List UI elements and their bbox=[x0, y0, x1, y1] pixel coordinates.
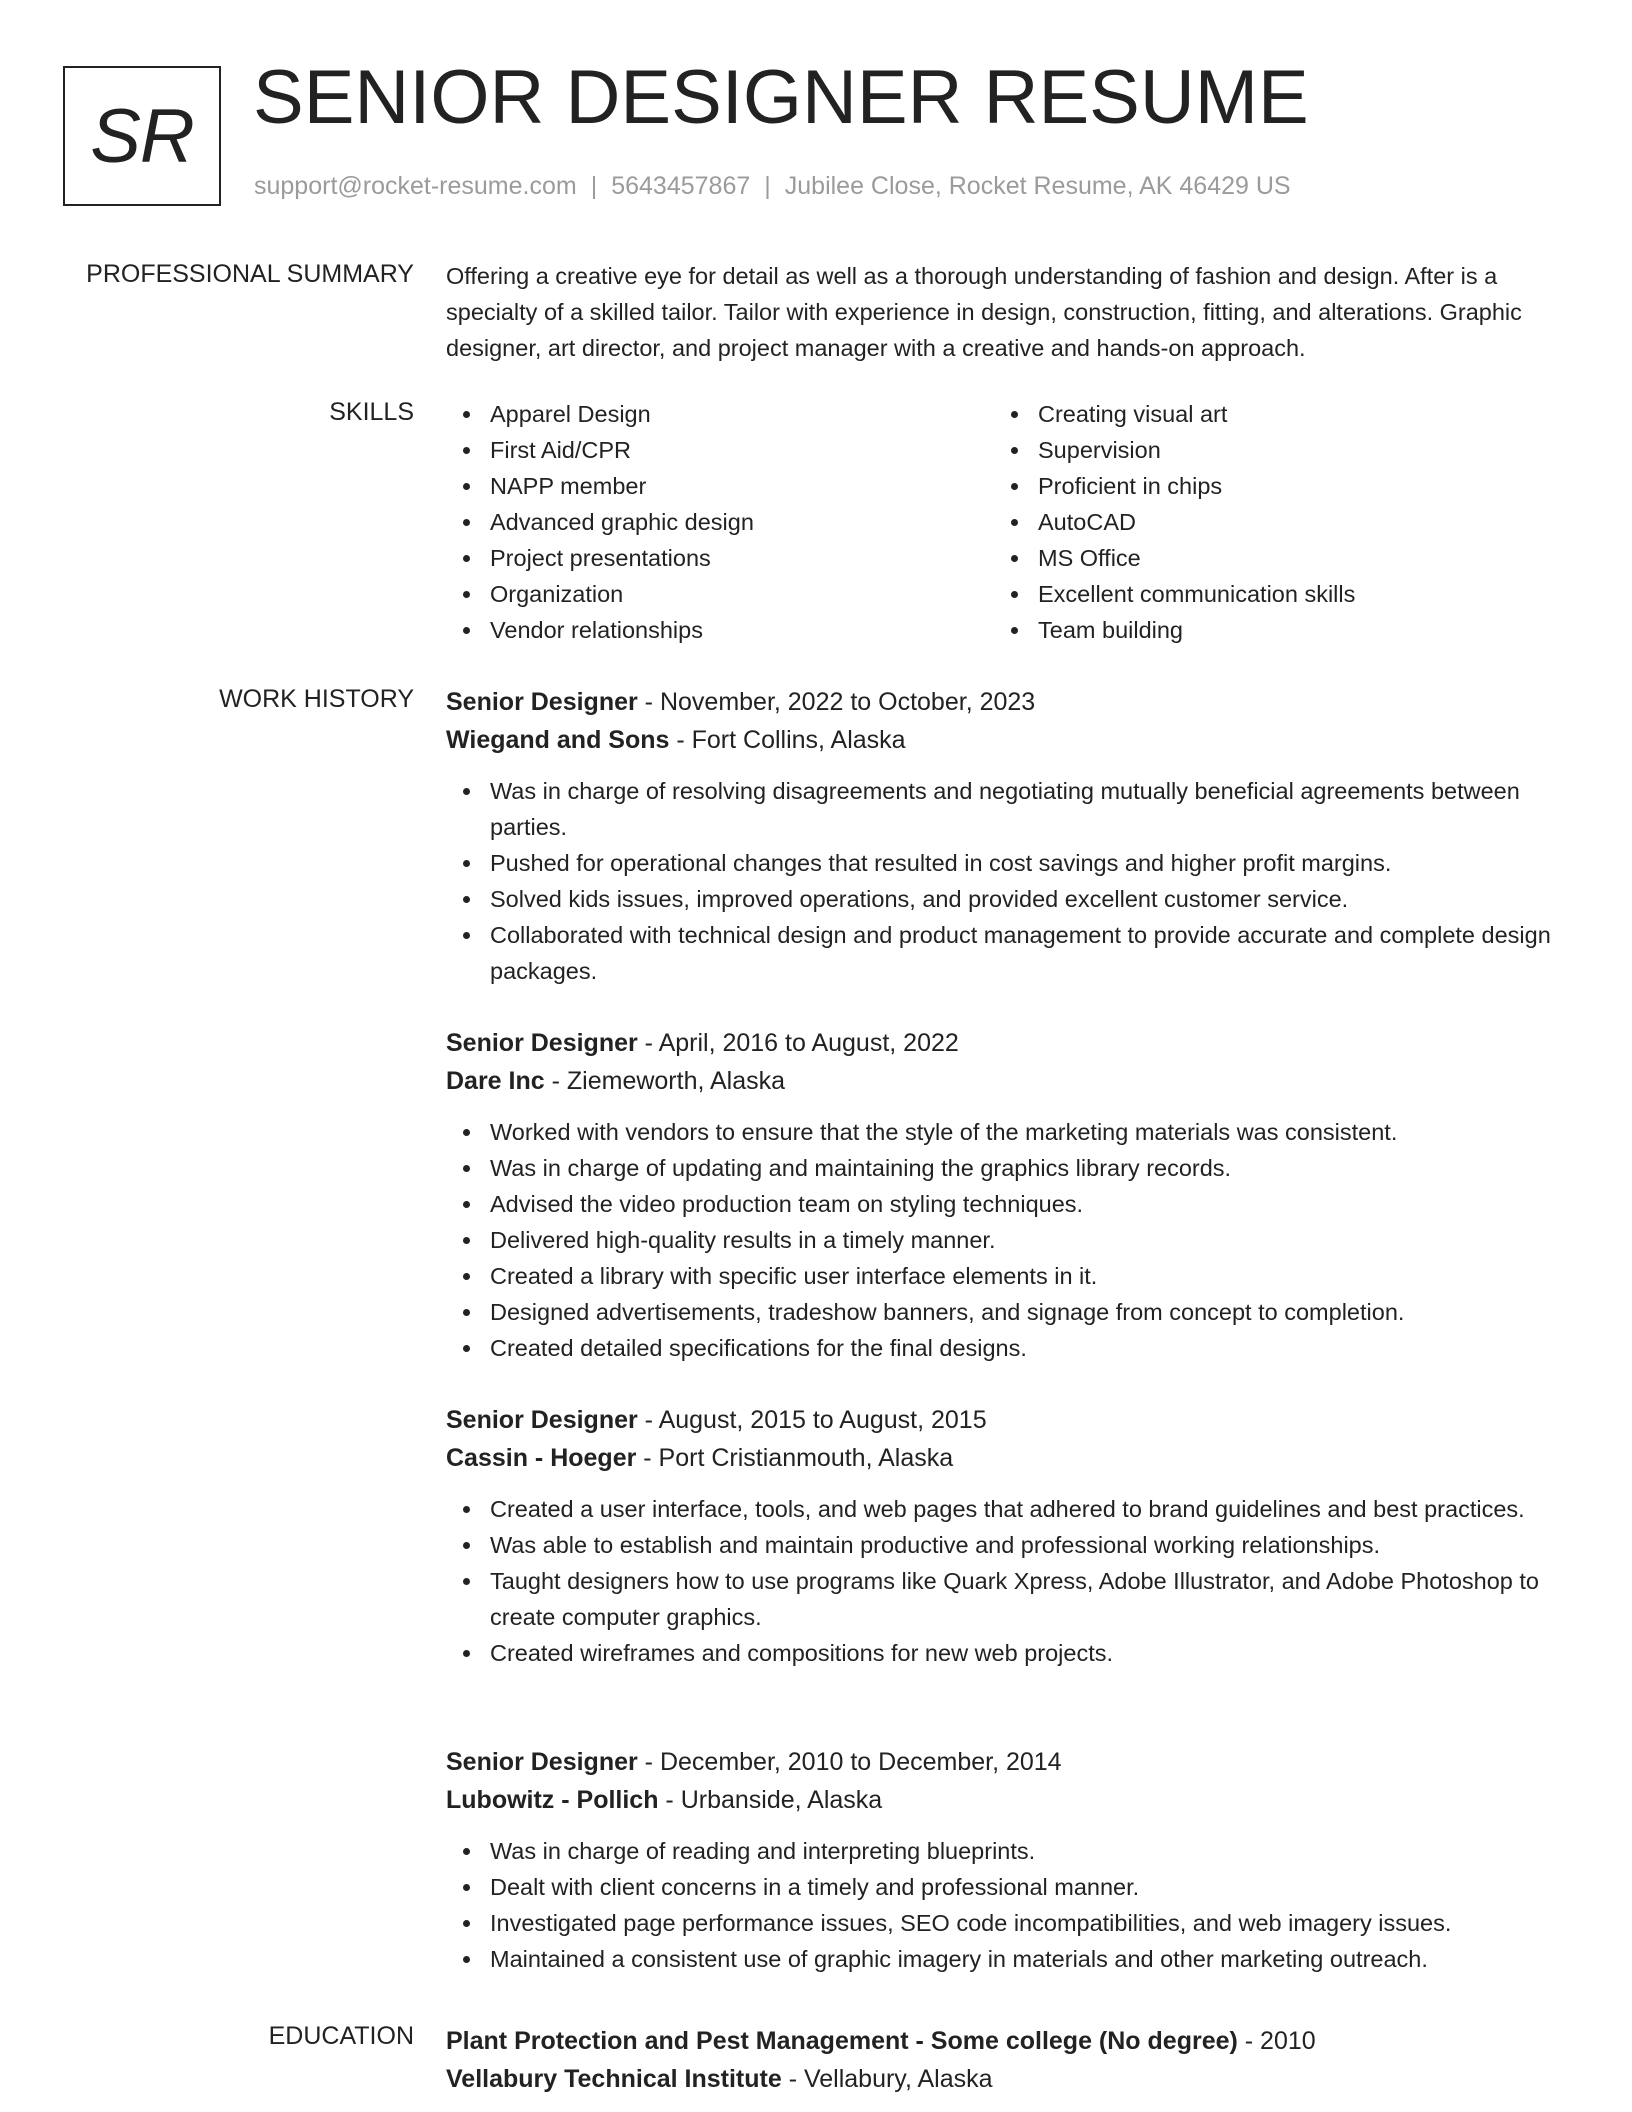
job-title: Senior Designer bbox=[446, 688, 638, 716]
work-history-heading: WORK HISTORY bbox=[219, 685, 414, 713]
job-bullet: Created detailed specifications for the final designs. bbox=[490, 1330, 1566, 1366]
skill-item: Team building bbox=[1038, 612, 1542, 648]
resume-title: SENIOR DESIGNER RESUME bbox=[253, 55, 1309, 140]
monogram-box bbox=[63, 66, 221, 206]
job-bullet: Designed advertisements, tradeshow banners, and signage from concept to completion. bbox=[490, 1294, 1566, 1330]
job-location: - Urbanside, Alaska bbox=[658, 1786, 883, 1814]
job-bullet: Advised the video production team on styling techniques. bbox=[490, 1186, 1566, 1222]
skills-heading: SKILLS bbox=[329, 398, 414, 426]
job-bullet: Collaborated with technical design and product management to provide accurate and complete design packages. bbox=[490, 917, 1566, 989]
education-heading: EDUCATION bbox=[268, 2022, 414, 2050]
skill-item: Vendor relationships bbox=[490, 612, 994, 648]
job-location: - Fort Collins, Alaska bbox=[669, 726, 906, 754]
job-title-line bbox=[446, 683, 1566, 721]
job-bullet: Delivered high-quality results in a timely manner. bbox=[490, 1222, 1566, 1258]
job-company-line bbox=[446, 1781, 1566, 1819]
education-school: Vellabury Technical Institute bbox=[446, 2065, 782, 2093]
job-bullet: Dealt with client concerns in a timely and professional manner. bbox=[490, 1869, 1566, 1905]
job-title-line bbox=[446, 1024, 1566, 1062]
job-bullet: Investigated page performance issues, SEO code incompatibilities, and web imagery issues. bbox=[490, 1905, 1566, 1941]
skill-item: Project presentations bbox=[490, 540, 994, 576]
summary-heading: PROFESSIONAL SUMMARY bbox=[86, 260, 414, 288]
job-dates: - November, 2022 to October, 2023 bbox=[637, 688, 1036, 716]
skill-item: AutoCAD bbox=[1038, 504, 1542, 540]
education-school-line bbox=[446, 2060, 1566, 2098]
contact-separator: | bbox=[764, 172, 771, 200]
job-dates: - August, 2015 to August, 2015 bbox=[637, 1406, 987, 1434]
skill-item: NAPP member bbox=[490, 468, 994, 504]
skills-list-right bbox=[994, 396, 1542, 648]
job-bullet: Created a library with specific user interface elements in it. bbox=[490, 1258, 1566, 1294]
job-bullet: Worked with vendors to ensure that the style of the marketing materials was consistent. bbox=[490, 1114, 1566, 1150]
contact-address: Jubilee Close, Rocket Resume, AK 46429 US bbox=[784, 172, 1291, 200]
job-entry bbox=[446, 1024, 1566, 1366]
education-body bbox=[446, 2022, 1566, 2098]
job-entry bbox=[446, 1743, 1566, 1977]
skill-item: Excellent communication skills bbox=[1038, 576, 1542, 612]
job-title: Senior Designer bbox=[446, 1748, 638, 1776]
job-bullets bbox=[446, 773, 1566, 989]
skills-columns bbox=[446, 396, 1566, 648]
job-dates: - December, 2010 to December, 2014 bbox=[637, 1748, 1062, 1776]
job-title-line bbox=[446, 1743, 1566, 1781]
job-bullet: Taught designers how to use programs like Quark Xpress, Adobe Illustrator, and Adobe Photoshop to create computer graphics. bbox=[490, 1563, 1566, 1635]
job-entry bbox=[446, 683, 1566, 989]
skill-item: Organization bbox=[490, 576, 994, 612]
contact-separator: | bbox=[590, 172, 598, 200]
education-location: - Vellabury, Alaska bbox=[781, 2065, 993, 2093]
skill-item: Apparel Design bbox=[490, 396, 994, 432]
job-company: Dare Inc bbox=[446, 1067, 545, 1095]
job-bullet: Pushed for operational changes that resulted in cost savings and higher profit margins. bbox=[490, 845, 1566, 881]
summary-body bbox=[446, 258, 1566, 366]
job-bullet: Was in charge of updating and maintaining the graphics library records. bbox=[490, 1150, 1566, 1186]
job-company-line bbox=[446, 1062, 1566, 1100]
skills-list-left bbox=[446, 396, 994, 648]
job-bullet: Maintained a consistent use of graphic imagery in materials and other marketing outreach. bbox=[490, 1941, 1566, 1977]
skill-item: Proficient in chips bbox=[1038, 468, 1542, 504]
skill-item: MS Office bbox=[1038, 540, 1542, 576]
skill-item: First Aid/CPR bbox=[490, 432, 994, 468]
job-company: Lubowitz - Pollich bbox=[446, 1786, 659, 1814]
education-degree-line bbox=[446, 2022, 1566, 2060]
monogram-initials: SR bbox=[90, 93, 194, 179]
job-company-line bbox=[446, 1439, 1566, 1477]
job-bullet: Created wireframes and compositions for new web projects. bbox=[490, 1635, 1566, 1671]
contact-phone: 5643457867 bbox=[611, 172, 751, 200]
contact-email: support@rocket-resume.com bbox=[254, 172, 577, 200]
skill-item: Advanced graphic design bbox=[490, 504, 994, 540]
job-bullets bbox=[446, 1114, 1566, 1366]
job-title-line bbox=[446, 1401, 1566, 1439]
job-bullet: Created a user interface, tools, and web pages that adhered to brand guidelines and best practices. bbox=[490, 1491, 1566, 1527]
job-title: Senior Designer bbox=[446, 1406, 638, 1434]
education-degree: Plant Protection and Pest Management - Some college (No degree) bbox=[446, 2027, 1238, 2055]
job-location: - Port Cristianmouth, Alaska bbox=[636, 1444, 954, 1472]
job-company: Wiegand and Sons bbox=[446, 726, 670, 754]
skill-item: Creating visual art bbox=[1038, 396, 1542, 432]
education-year: - 2010 bbox=[1237, 2027, 1316, 2055]
job-bullet: Was able to establish and maintain productive and professional working relationships. bbox=[490, 1527, 1566, 1563]
job-entry bbox=[446, 1401, 1566, 1671]
job-company-line bbox=[446, 721, 1566, 759]
job-bullets bbox=[446, 1833, 1566, 1977]
job-bullet: Was in charge of resolving disagreements and negotiating mutually beneficial agreements between parties. bbox=[490, 773, 1566, 845]
skill-item: Supervision bbox=[1038, 432, 1542, 468]
job-bullet: Was in charge of reading and interpreting blueprints. bbox=[490, 1833, 1566, 1869]
skills-body bbox=[446, 396, 1566, 648]
summary-text: Offering a creative eye for detail as well as a thorough understanding of fashion and design. After is a specialty of a skilled tailor. Tailor with experience in design, construction, fitting, and alterations. Graphic designer, art director, and project manager with a creative and hands-on approach. bbox=[446, 263, 1522, 361]
job-company: Cassin - Hoeger bbox=[446, 1444, 637, 1472]
contact-line bbox=[254, 172, 1291, 201]
job-title: Senior Designer bbox=[446, 1029, 638, 1057]
job-dates: - April, 2016 to August, 2022 bbox=[637, 1029, 959, 1057]
job-bullet: Solved kids issues, improved operations, and provided excellent customer service. bbox=[490, 881, 1566, 917]
job-bullets bbox=[446, 1491, 1566, 1671]
job-location: - Ziemeworth, Alaska bbox=[544, 1067, 786, 1095]
